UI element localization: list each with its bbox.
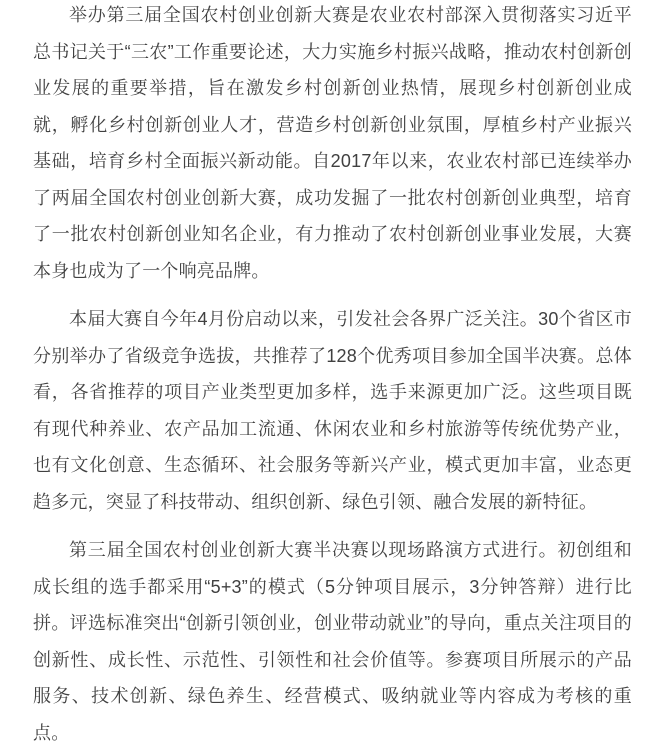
paragraph-intro: 举办第三届全国农村创业创新大赛是农业农村部深入贯彻落实习近平总书记关于“三农”工作重要论述，大力实施乡村振兴战略，推动农村创新创业发展的重要举措，旨在激发乡村创新创业热情，展现乡村创新创业成就，孵化乡村创新创业人才，营造乡村创新创业氛围，厚植乡村产业振兴基础，培育乡村全面振兴新动能。自2017年以来，农业农村部已连续举办了两届全国农村创业创新大赛，成功发掘了一批农村创新创业典型，培育了一批农村创新创业知名企业，有力推动了农村创新创业事业发展，大赛本身也成为了一个响亮品牌。: [33, 5, 632, 281]
paragraph-semifinal-format: 第三届全国农村创业创新大赛半决赛以现场路演方式进行。初创组和成长组的选手都采用“5+3”的模式（5分钟项目展示，3分钟答辩）进行比拼。评选标准突出“创新引领创业，创业带动就业”的导向，重点关注项目的创新性、成长性、示范性、引领性和社会价值等。参赛项目所展示的产品服务、技术创新、绿色养生、经营模式、吸纳就业等内容成为考核的重点。: [33, 540, 632, 743]
paragraph-competition-progress: 本届大赛自今年4月份启动以来，引发社会各界广泛关注。30个省区市分别举办了省级竞争选拔，共推荐了128个优秀项目参加全国半决赛。总体看，各省推荐的项目产业类型更加多样，选手来源更加广泛。这些项目既有现代种养业、农产品加工流通、休闲农业和乡村旅游等传统优势产业，也有文化创意、生态循环、社会服务等新兴产业，模式更加丰富，业态更趋多元，突显了科技带动、组织创新、绿色引领、融合发展的新特征。: [33, 309, 632, 512]
